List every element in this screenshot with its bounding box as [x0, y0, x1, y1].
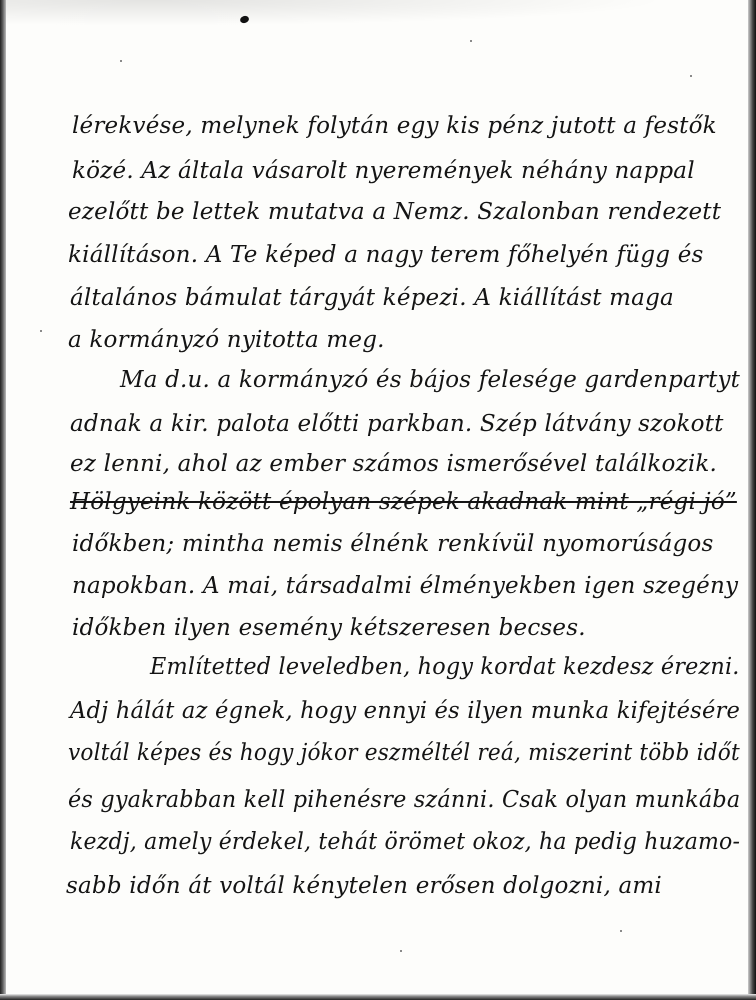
letter-line: Adj hálát az égnek, hogy ennyi és ilyen munka kifejtésére [70, 698, 741, 724]
scan-speck [40, 330, 42, 332]
letter-line: Említetted leveledben, hogy kordat kezdesz érezni. [150, 654, 740, 680]
letter-line: általános bámulat tárgyát képezi. A kiállítást maga [70, 285, 674, 311]
letter-line: időkben ilyen esemény kétszeresen becses. [72, 615, 586, 641]
letter-line: ezelőtt be lettek mutatva a Nemz. Szalonban rendezett [68, 199, 722, 225]
scan-edge-bottom [0, 994, 756, 1000]
scan-speck [690, 75, 692, 77]
scan-edge-left [0, 0, 6, 1000]
letter-line: lérekvése, melynek folytán egy kis pénz jutott a festők [72, 113, 717, 139]
letter-line: kezdj, amely érdekel, tehát örömet okoz, ha pedig huzamo- [70, 829, 741, 855]
letter-line-struck: Hölgyeink között épolyan szépek akadnak mint „régi jó” [70, 489, 737, 515]
letter-line: a kormányzó nyitotta meg. [68, 327, 385, 353]
letter-line: időkben; mintha nemis élnénk renkívül nyomorúságos [72, 531, 714, 557]
letter-line: Ma d.u. a kormányzó és bájos felesége gardenpartyt [120, 367, 741, 393]
scan-shadow-top [0, 0, 756, 30]
letter-line: adnak a kir. palota előtti parkban. Szép látvány szokott [70, 411, 724, 437]
scan-speck [120, 60, 122, 62]
letter-line: közé. Az általa vásarolt nyeremények néhány nappal [72, 158, 695, 184]
scan-speck [470, 40, 472, 42]
letter-line: ez lenni, ahol az ember számos ismerősével találkozik. [70, 451, 718, 477]
letter-line: voltál képes és hogy jókor eszméltél reá, miszerint több időt [68, 740, 740, 766]
letter-line: és gyakrabban kell pihenésre szánni. Csak olyan munkába [68, 787, 741, 813]
scan-speck [400, 950, 402, 952]
scan-speck [620, 930, 622, 932]
letter-line: kiállításon. A Te képed a nagy terem főhelyén függ és [68, 242, 704, 268]
letter-line: sabb időn át voltál kénytelen erősen dolgozni, ami [66, 873, 662, 899]
scan-edge-right [748, 0, 756, 1000]
letter-line: napokban. A mai, társadalmi élményekben igen szegény [72, 573, 739, 599]
